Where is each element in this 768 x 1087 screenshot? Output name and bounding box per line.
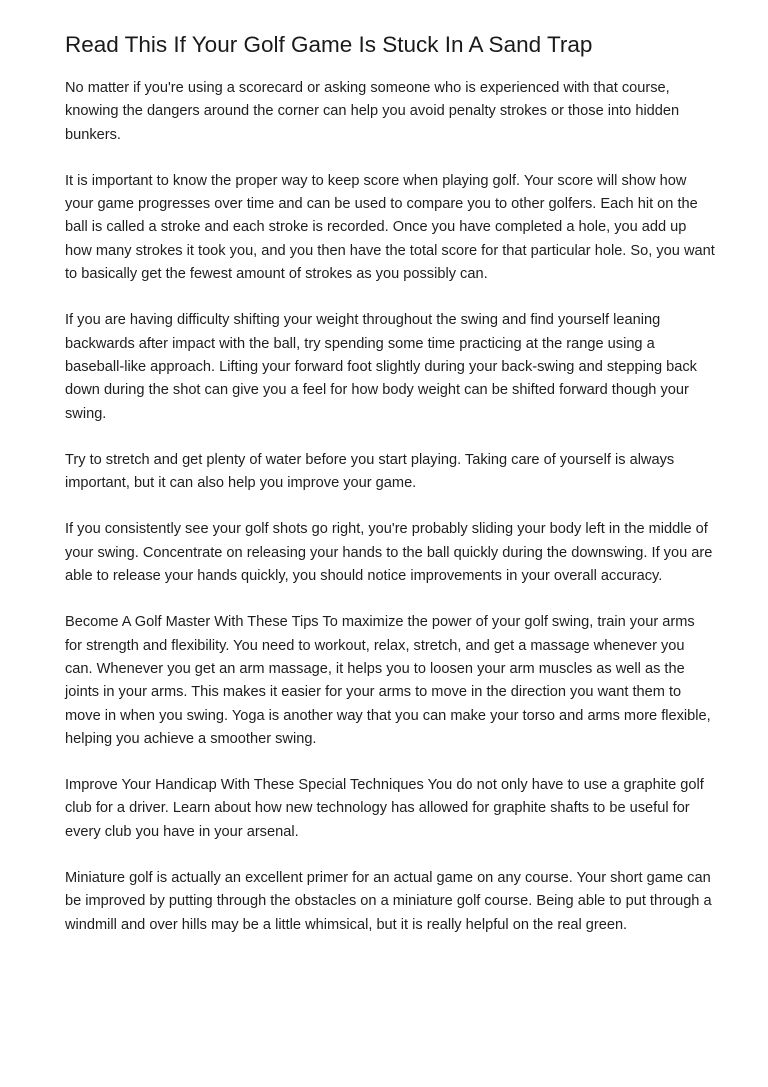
- paragraph-keep-score: It is important to know the proper way to keep score when playing golf. Your score will show how your game progresses over time and can be used to compare you to other golfers. Each hit on the ball is called a stroke and each stroke is recorded. Once you have completed a hole, you add up how many strokes it took you, and you then have the total score for that particular hole. So, you want to basically get the fewest amount of strokes as you possibly can.: [65, 172, 715, 283]
- paragraph-stretch-water: Try to stretch and get plenty of water before you start playing. Taking care of yourself is always important, but it can also help you improve your game.: [65, 451, 675, 492]
- paragraph-miniature-golf: Miniature golf is actually an excellent primer for an actual game on any course. Your short game can be improved by putting through the obstacles on a miniature golf course. Being able to put through a windmill and over hills may be a little whimsical, but it is really helpful on the real green.: [65, 870, 712, 933]
- paragraph-scorecard: No matter if you're using a scorecard or asking someone who is experienced with that course, knowing the dangers around the corner can help you avoid penalty strokes or those into hidden bunkers.: [65, 80, 680, 143]
- paragraph-shots-go-right: If you consistently see your golf shots go right, you're probably sliding your body left in the middle of your swing. Concentrate on releasing your hands to the ball quickly during the downswing. If you are able to release your hands quickly, you should notice improvements in your overall accuracy.: [65, 521, 713, 585]
- document-page: [65, 30, 715, 960]
- paragraph-golf-master-tips: Become A Golf Master With These Tips To maximize the power of your golf swing, train your arms for strength and flexibility. You need to workout, relax, stretch, and get a massage whenever you can. Whenever you get an arm massage, it helps you to loosen your arm muscles as well as the joints in your arms. This makes it easier for your arms to move in the direction you want them to move in when you swing. Yoga is another way that you can make your torso and arms more flexible, helping you achieve a smoother swing.: [65, 614, 711, 747]
- paragraph-weight-shift: If you are having difficulty shifting your weight throughout the swing and find yourself leaning backwards after impact with the ball, try spending some time practicing at the range using a baseball-like approach. Lifting your forward foot slightly during your back-swing and stepping back down during the shot can give you a feel for how body weight can be shifted forward though your swing.: [65, 312, 697, 422]
- page-title: Read This If Your Golf Game Is Stuck In A Sand Trap: [65, 32, 593, 57]
- paragraph-handicap-techniques: Improve Your Handicap With These Special Techniques You do not only have to use a graphite golf club for a driver. Learn about how new technology has allowed for graphite shafts to be useful for every club you have in your arsenal.: [65, 777, 704, 840]
